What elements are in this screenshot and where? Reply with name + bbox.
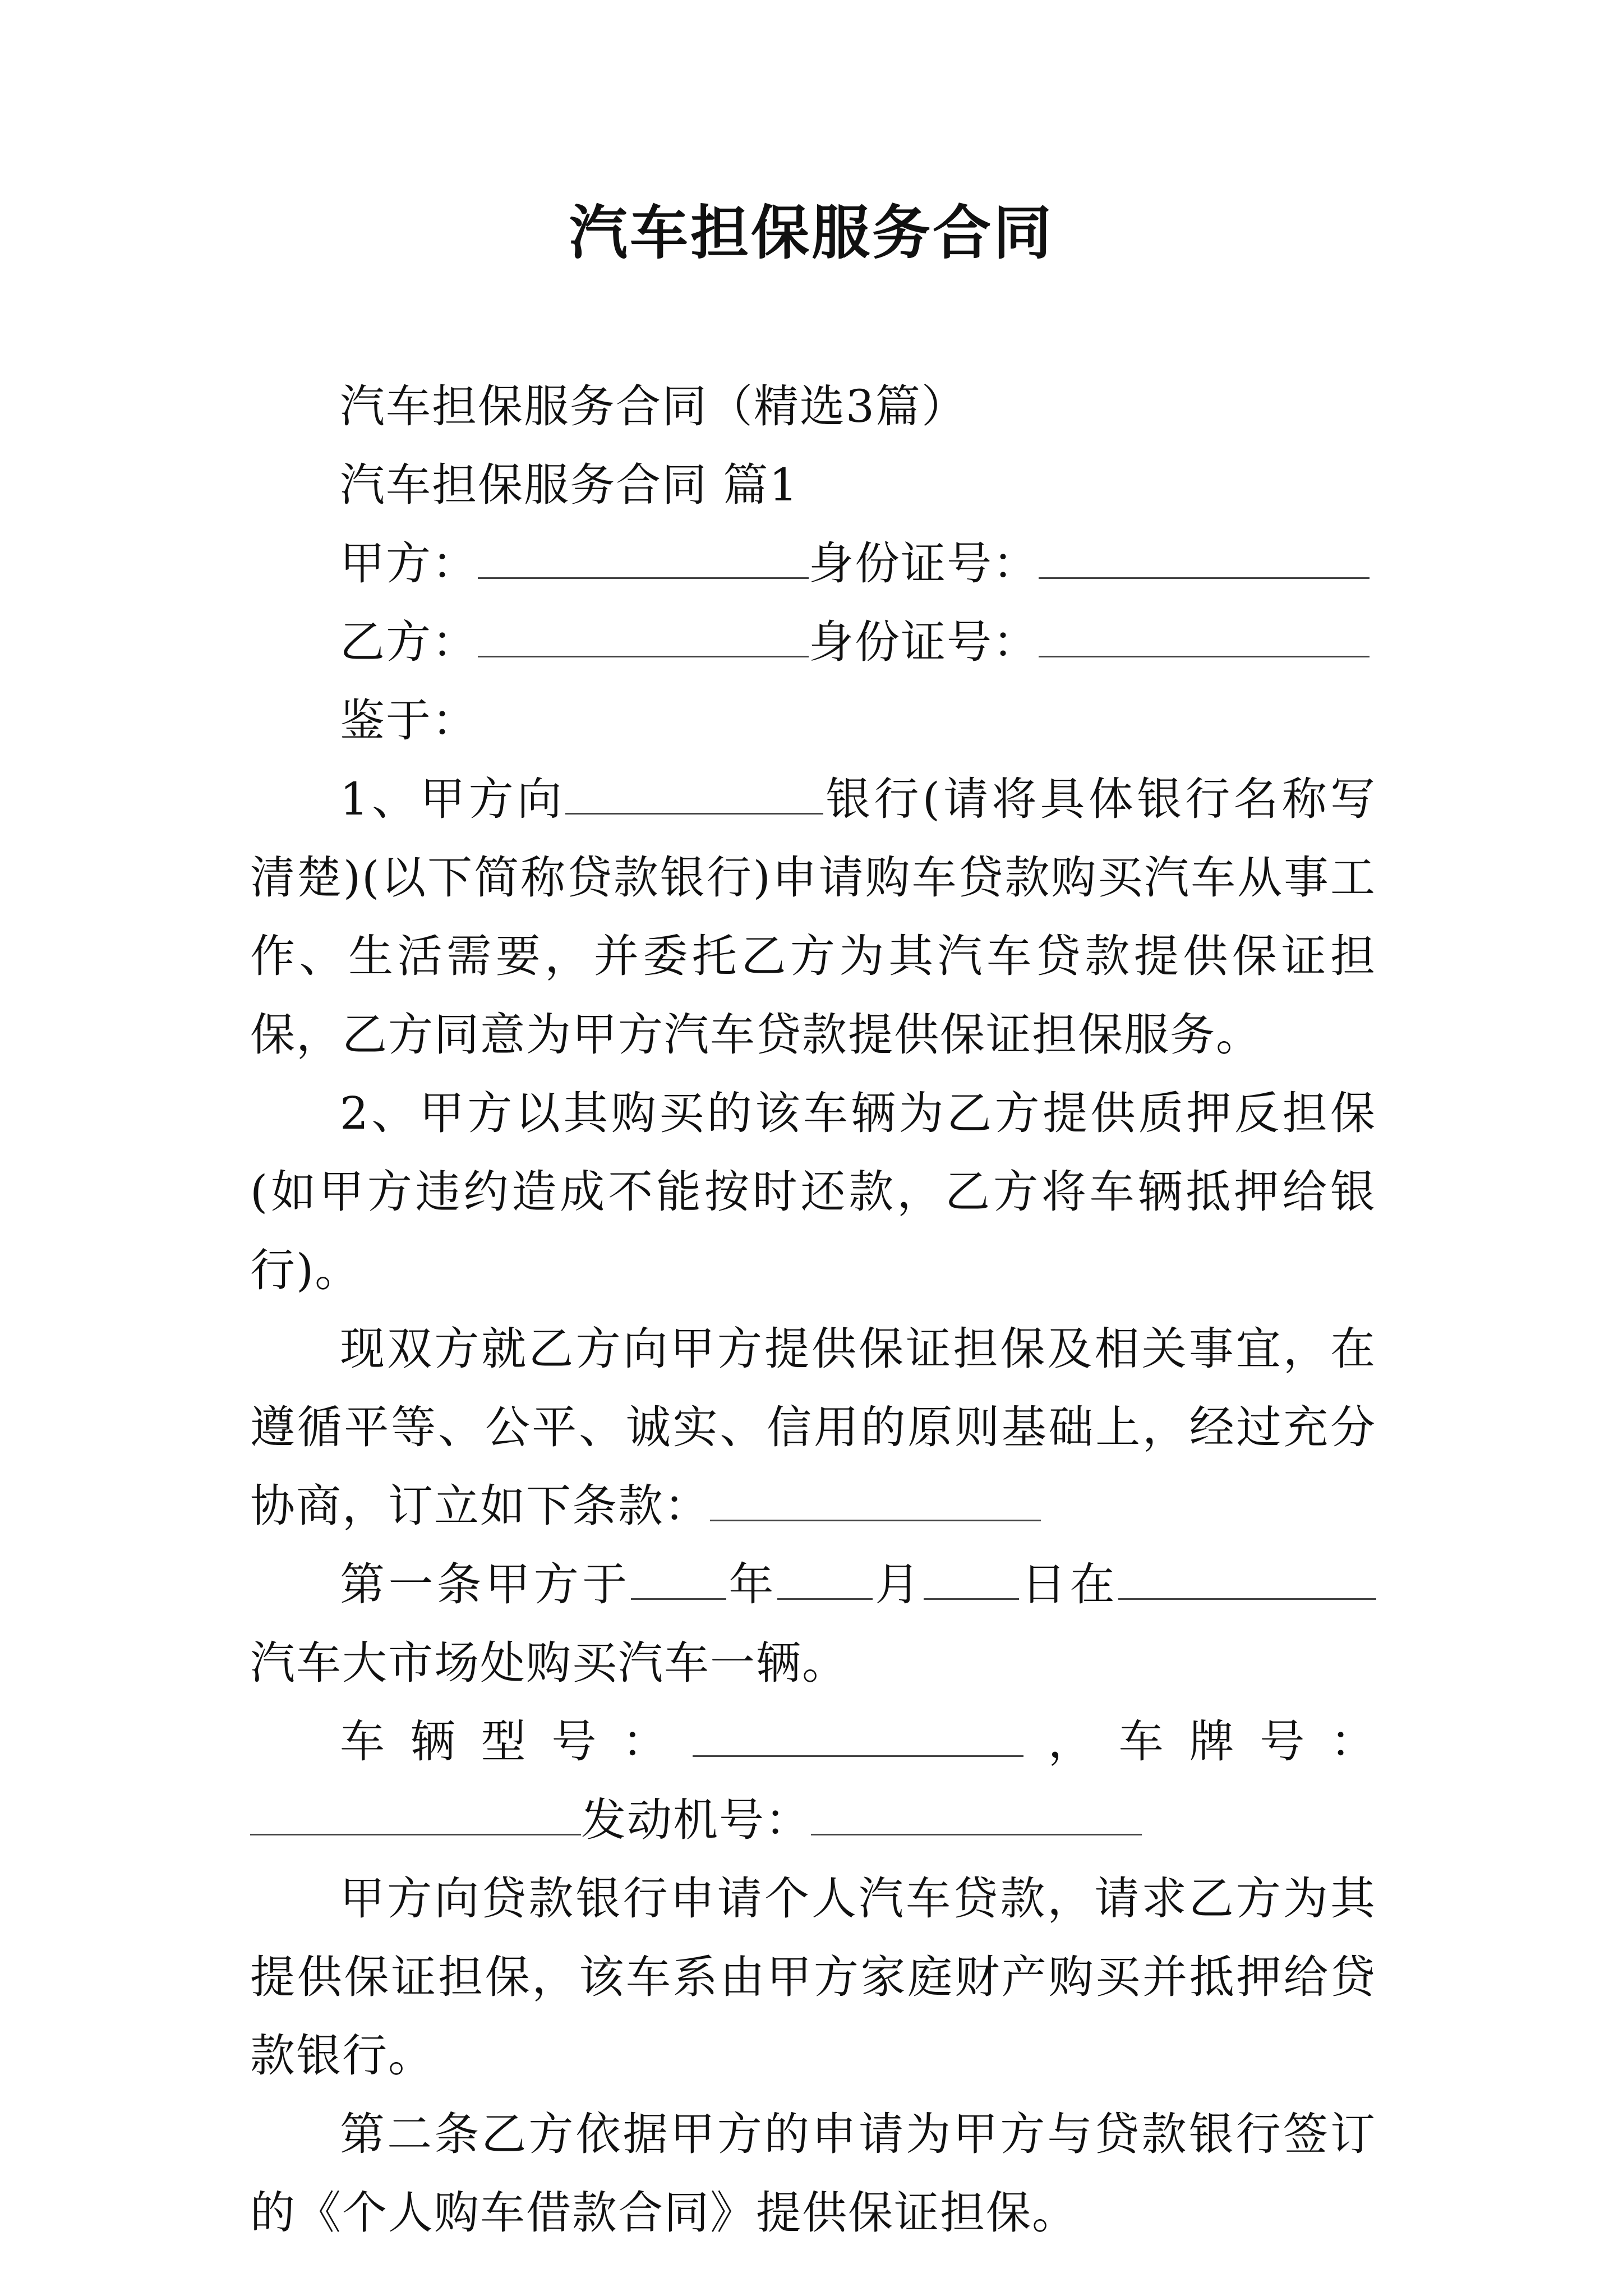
clause-1-pre: 1、甲方向 bbox=[340, 773, 566, 825]
clause-1 bbox=[250, 760, 1376, 1074]
part-heading: 汽车担保服务合同 篇1 bbox=[340, 459, 799, 511]
party-a-label: 甲方： bbox=[340, 537, 478, 590]
vehicle-plate-label: ，车牌号： bbox=[1023, 1715, 1376, 1768]
party-a-line bbox=[250, 524, 1376, 603]
article-2: 第二条乙方依据甲方的申请为甲方与贷款银行签订的《个人购车借款合同》提供保证担保。 bbox=[250, 2108, 1376, 2239]
party-b-line bbox=[250, 603, 1376, 682]
agreement-intro-text: 现双方就乙方向甲方提供保证担保及相关事宜，在遵循平等、公平、诚实、信用的原则基础上，经过充分协商，订立如下条款： bbox=[250, 1323, 1376, 1532]
market-blank bbox=[1118, 1556, 1376, 1600]
clause-1-post: 银行(请将具体银行名称写清楚)(以下简称贷款银行)申请购车贷款购买汽车从事工作、生活需要，并委托乙方为其汽车贷款提供保证担保，乙方同意为甲方汽车贷款提供保证担保服务。 bbox=[250, 773, 1376, 1061]
day-blank bbox=[924, 1556, 1019, 1600]
party-b-id-blank bbox=[1039, 613, 1370, 657]
vehicle-plate-blank bbox=[250, 1791, 581, 1835]
year-blank bbox=[631, 1556, 726, 1600]
engine-number-label: 发动机号： bbox=[581, 1794, 811, 1846]
party-a-id-label: 身份证号： bbox=[809, 537, 1039, 590]
clause-2: 2、甲方以其购买的该车辆为乙方提供质押反担保(如甲方违约造成不能按时还款，乙方将车辆抵押给银行)。 bbox=[250, 1087, 1376, 1296]
article-1-day: 日在 bbox=[1018, 1558, 1119, 1611]
article-1-month: 月 bbox=[872, 1558, 924, 1611]
article-1-pre: 第一条甲方于 bbox=[340, 1558, 631, 1611]
party-a-name-blank bbox=[478, 535, 809, 579]
vehicle-info bbox=[250, 1703, 1376, 1860]
party-b-label: 乙方： bbox=[340, 616, 478, 668]
bank-name-blank bbox=[565, 770, 823, 815]
vehicle-model-blank bbox=[693, 1713, 1023, 1757]
engine-number-blank bbox=[811, 1791, 1142, 1835]
article-1-post: 汽车大市场处购买汽车一辆。 bbox=[250, 1637, 848, 1689]
loan-request: 甲方向贷款银行申请个人汽车贷款，请求乙方为其提供保证担保，该车系由甲方家庭财产购买并抵押给贷款银行。 bbox=[250, 1872, 1376, 2082]
agreement-intro bbox=[250, 1310, 1376, 1545]
article-1-year: 年 bbox=[726, 1558, 777, 1611]
agreement-intro-blank bbox=[710, 1477, 1041, 1521]
month-blank bbox=[777, 1556, 873, 1600]
whereas-line: 鉴于： bbox=[340, 694, 478, 747]
party-b-name-blank bbox=[478, 613, 809, 657]
party-a-id-blank bbox=[1039, 535, 1370, 579]
document-body bbox=[250, 367, 1376, 2252]
document-title: 汽车担保服务合同 bbox=[569, 198, 1054, 267]
article-1 bbox=[250, 1545, 1376, 1703]
party-b-id-label: 身份证号： bbox=[809, 616, 1039, 668]
vehicle-model-label: 车辆型号： bbox=[340, 1715, 693, 1768]
subtitle: 汽车担保服务合同（精选3篇） bbox=[340, 380, 967, 432]
